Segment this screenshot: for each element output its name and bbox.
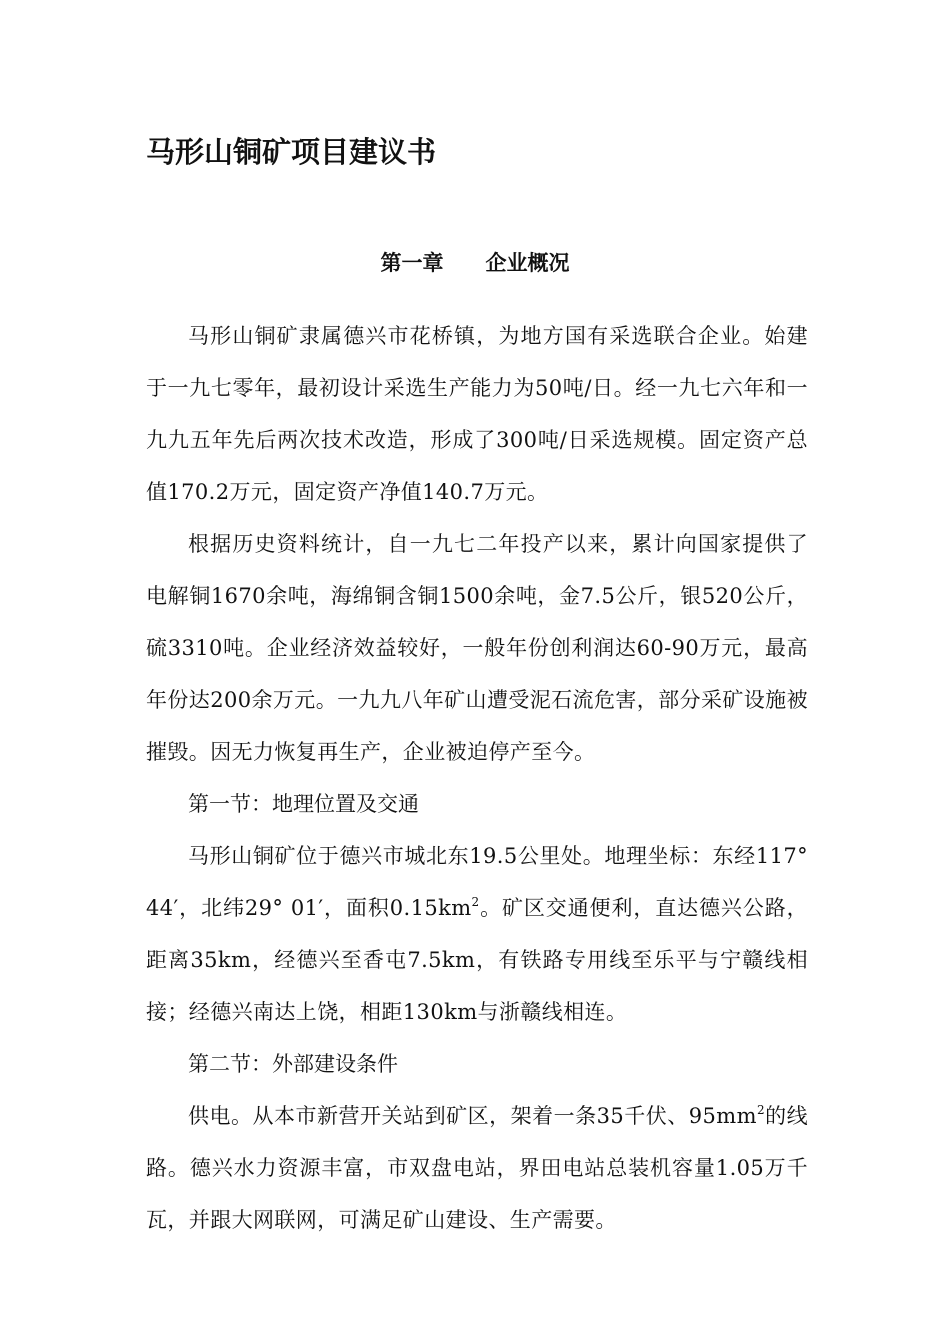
paragraph-power-text: 供电。从本市新营开关站到矿区，架着一条35千伏、95mm <box>188 1104 757 1128</box>
chapter-heading <box>0 248 950 278</box>
document-body <box>146 310 808 1246</box>
chapter-number: 第一章 <box>380 250 444 275</box>
section-heading-location: 第一节：地理位置及交通 <box>188 792 419 816</box>
paragraph-location-text: 马形山铜矿位于德兴市城北东19.5公里处。地理坐标：东经117° 44′，北纬29° 01′，面积0.15km <box>146 844 808 920</box>
superscript-2: 2 <box>756 1103 765 1117</box>
chapter-name: 企业概况 <box>485 250 570 275</box>
superscript-2: 2 <box>471 895 480 909</box>
paragraph-power-supply <box>146 1090 808 1246</box>
paragraph-history: 根据历史资料统计，自一九七二年投产以来，累计向国家提供了电解铜1670余吨，海绵铜含铜1500余吨，金7.5公斤，银520公斤，硫3310吨。企业经济效益较好，一般年份创利润达60-90万元，最高年份达200余万元。一九九八年矿山遭受泥石流危害，部分采矿设施被摧毁。因无力恢复再生产，企业被迫停产至今。 <box>146 532 808 764</box>
paragraph-location-text-cont: 。矿区交通便利，直达德兴公路，距离35km，经德兴至香屯7.5km，有铁路专用线至乐平与宁赣线相接；经德兴南达上饶，相距130km与浙赣线相连。 <box>146 896 808 1024</box>
paragraph-overview: 马形山铜矿隶属德兴市花桥镇，为地方国有采选联合企业。始建于一九七零年，最初设计采选生产能力为50吨/日。经一九七六年和一九九五年先后两次技术改造，形成了300吨/日采选规模。固定资产总值170.2万元，固定资产净值140.7万元。 <box>146 324 808 504</box>
document-title: 马形山铜矿项目建议书 <box>146 135 437 169</box>
paragraph-location <box>146 830 808 1038</box>
paragraph-power-text-cont: 的线路。德兴水力资源丰富，市双盘电站，界田电站总装机容量1.05万千瓦，并跟大网联网，可满足矿山建设、生产需要。 <box>146 1104 808 1232</box>
section-heading-conditions: 第二节：外部建设条件 <box>188 1052 398 1076</box>
